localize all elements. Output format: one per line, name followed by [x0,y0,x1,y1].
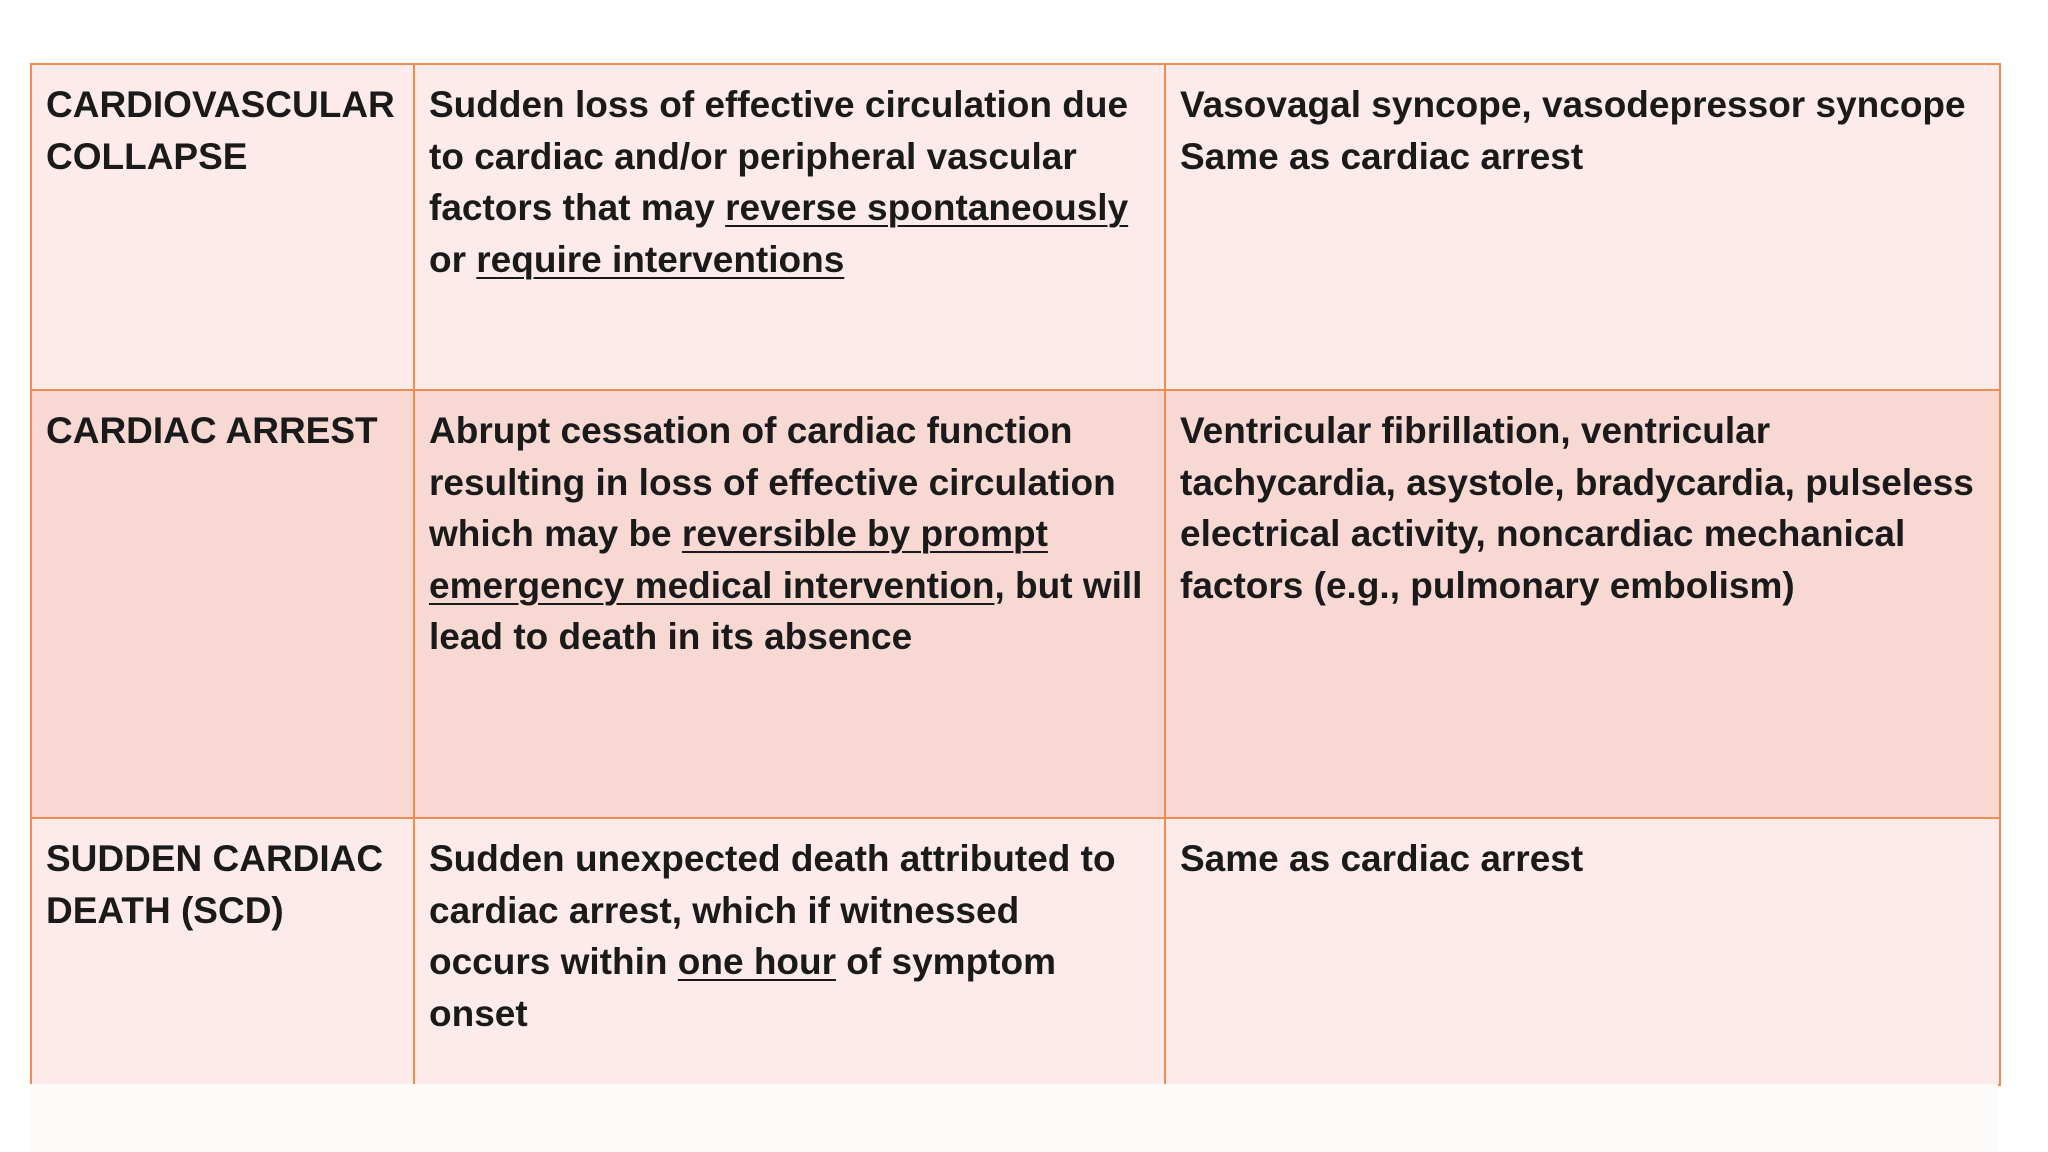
definition-text: , but will lead to death in its absence [429,564,1143,657]
definition-text: or [429,238,477,280]
definition-emphasis: reverse spontaneously [725,187,1129,228]
definition-cell [414,390,1165,818]
causes-text: Vasovagal syncope, vasodepressor syncope [1180,84,1966,125]
definition-text: Sudden loss of effective circulation due to cardiac and/or peripheral vascular factors that may [429,84,1129,228]
table-row [31,64,2000,390]
definition-cell [414,64,1165,390]
bottom-band [30,1084,1998,1152]
term-cell [31,64,414,390]
causes-text: Same as cardiac arrest [1180,838,1584,879]
definitions-table [30,63,2001,1086]
term-label: CARDIOVASCULAR COLLAPSE [46,84,395,177]
definition-text: Sudden unexpected death attributed to cardiac arrest, which if witnessed occurs within [429,838,1116,982]
term-label: CARDIAC ARREST [46,410,378,451]
definition-emphasis: one hour [677,941,837,982]
definition-text: of symptom onset [429,941,1056,1034]
causes-cell [1165,390,2000,818]
term-cell [31,818,414,1085]
term-label: SUDDEN CARDIAC DEATH (SCD) [46,838,384,931]
causes-text: Same as cardiac arrest [1180,135,1584,177]
table-row [31,390,2000,818]
causes-cell [1165,818,2000,1085]
term-cell [31,390,414,818]
definition-emphasis: reversible by prompt emergency medical intervention [429,513,1048,606]
definition-emphasis: require interventions [476,238,845,280]
table-row [31,818,2000,1085]
definition-text: Abrupt cessation of cardiac function resulting in loss of effective circulation which may be [429,410,1116,554]
causes-cell [1165,64,2000,390]
causes-text: Ventricular fibrillation, ventricular tachycardia, asystole, bradycardia, pulseless electrical activity, noncardiac mechanical factors (e.g., pulmonary embolism) [1180,410,1974,606]
definition-cell [414,818,1165,1085]
